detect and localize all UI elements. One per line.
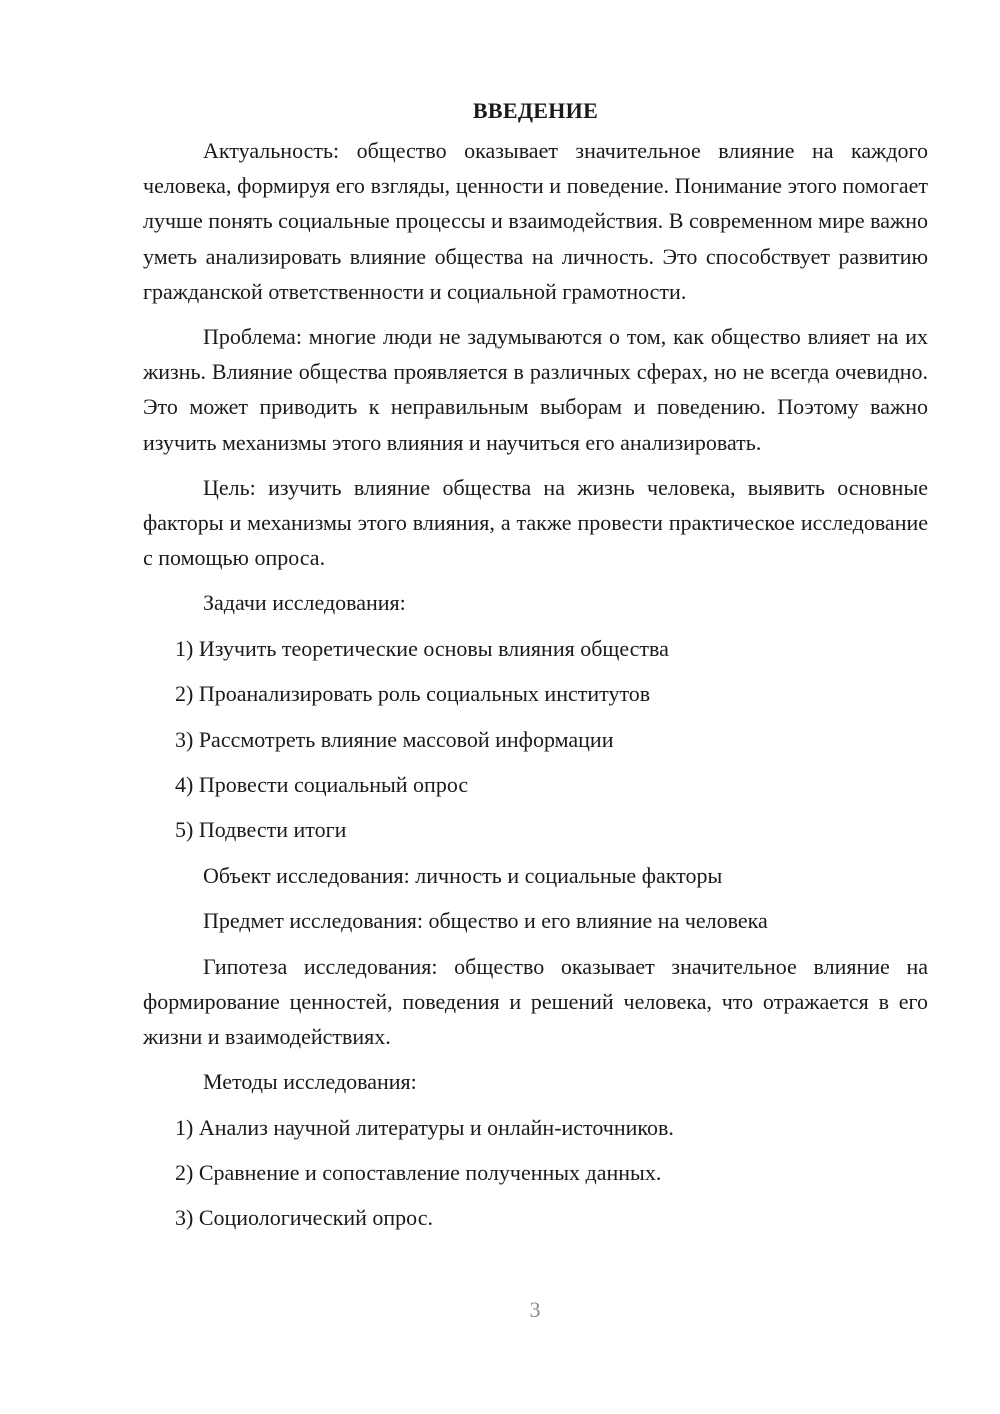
goal-paragraph: Цель: изучить влияние общества на жизнь человека, выявить основные факторы и механизмы этого влияния, а также провести практическое исследование с помощью опроса.	[143, 474, 928, 571]
document-page	[143, 94, 928, 1246]
section-title: ВВЕДЕНИЕ	[472, 98, 599, 123]
method-item: 1) Анализ научной литературы и онлайн-источников.	[175, 1114, 674, 1140]
task-item: 2) Проанализировать роль социальных институтов	[175, 681, 651, 707]
tasks-list	[143, 631, 928, 848]
task-item: 4) Провести социальный опрос	[175, 772, 469, 797]
method-item: 3) Социологический опрос.	[175, 1205, 433, 1231]
task-item: 1) Изучить теоретические основы влияния общества	[175, 635, 669, 661]
hypothesis-paragraph: Гипотеза исследования: общество оказывает значительное влияние на формирование ценностей, поведения и решений человека, что отражается в его жизни и взаимодействиях.	[143, 953, 928, 1049]
task-item: 3) Рассмотреть влияние массовой информации	[175, 726, 614, 752]
methods-heading: Методы исследования:	[203, 1069, 417, 1095]
relevance-paragraph: Актуальность: общество оказывает значительное влияние на каждого человека, формируя его взгляды, ценности и поведение. Понимание этого помогает лучше понять социальные процессы и взаимодействия. В современном мире важно уметь анализировать влияние общества на личность. Это способствует развитию гражданской ответственности и социальной грамотности.	[143, 138, 928, 304]
task-item: 5) Подвести итоги	[175, 817, 347, 843]
research-object: Объект исследования: личность и социальные факторы	[203, 862, 723, 888]
problem-paragraph: Проблема: многие люди не задумываются о том, как общество влияет на их жизнь. Влияние общества проявляется в различных сферах, но не всегда очевидно. Это может приводить к неправильным выборам и поведению. Поэтому важно изучить механизмы этого влияния и научиться его анализировать.	[143, 324, 928, 455]
page-number: 3	[529, 1297, 541, 1322]
methods-list	[143, 1110, 928, 1236]
tasks-heading: Задачи исследования:	[203, 590, 406, 616]
method-item: 2) Сравнение и сопоставление полученных данных.	[175, 1159, 662, 1185]
research-subject: Предмет исследования: общество и его влияние на человека	[203, 908, 768, 934]
